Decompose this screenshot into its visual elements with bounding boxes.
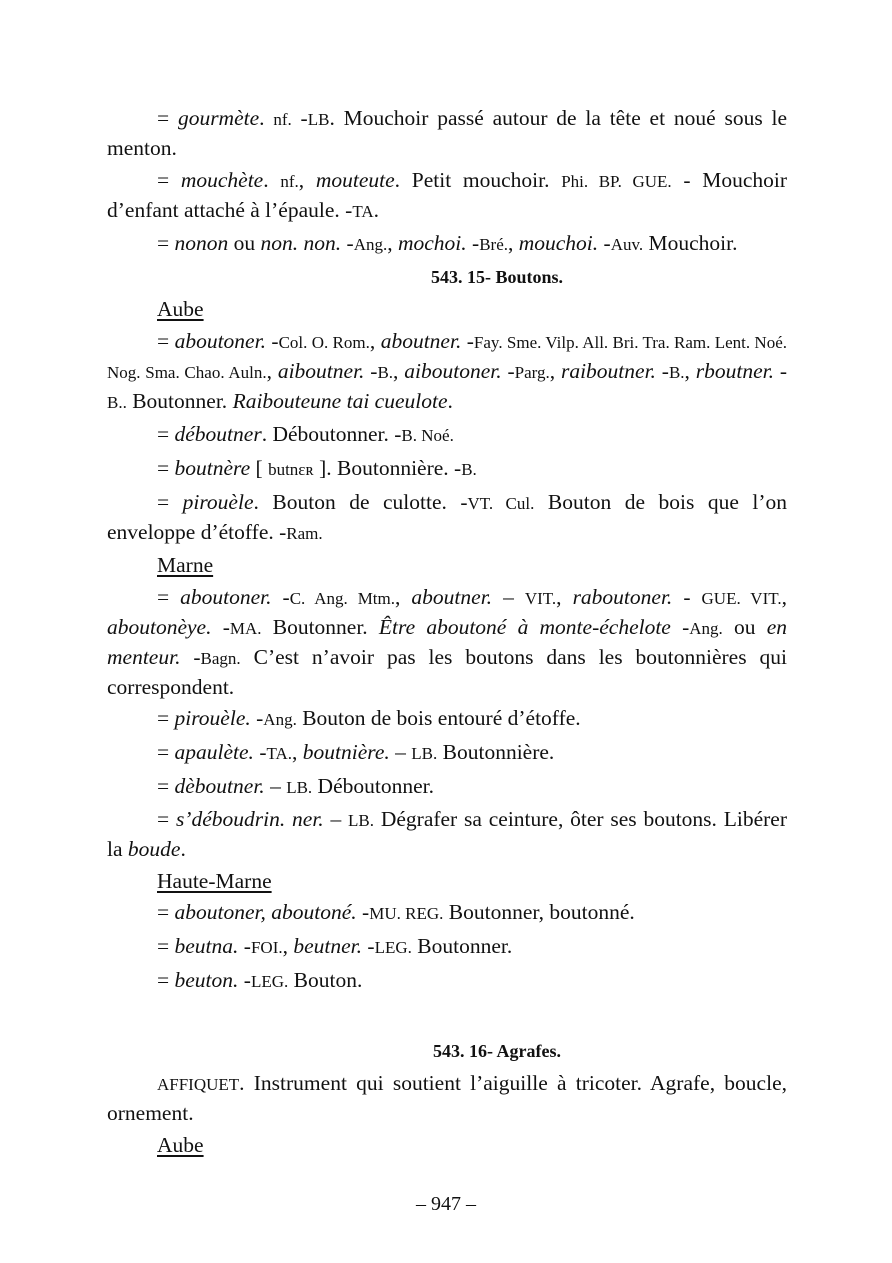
entry-aboutoner-marne: = aboutoner. -C. Ang. Mtm., aboutner. – VIT., raboutoner. - GUE. VIT., aboutonèye. -MA. Boutonner. Être aboutoné à monte-échelote -Ang. ou en menteur. -Bagn. C’est n’avoir pas les boutons dans les boutonnières qui correspondent.	[107, 584, 787, 699]
entry-deboutner: = déboutner. Déboutonner. -B. Noé.	[157, 422, 454, 447]
entry-deboutner-marne: = dèboutner. – LB. Déboutonner.	[157, 773, 434, 798]
entry-beuton: = beuton. -LEG. Bouton.	[157, 967, 363, 992]
document-body	[107, 104, 787, 1162]
entry-aboutoner-aube: = aboutoner. -Col. O. Rom., aboutner. -Fay. Sme. Vilp. All. Bri. Tra. Ram. Lent. Noé. Nog. Sma. Chao. Auln., aiboutner. -B., aiboutoner. -Parg., raiboutner. -B., rboutner. -B.. Boutonner. Raibouteune tai cueulote.	[107, 328, 788, 413]
entry-apaulete: = apaulète. -TA., boutnière. – LB. Boutonnière.	[157, 739, 555, 764]
region-aube: Aube	[157, 297, 204, 322]
section-heading-agrafes: 543. 16- Agrafes.	[433, 1041, 561, 1062]
page-number: – 947 –	[416, 1193, 476, 1215]
entry-gourmete: = gourmète. nf. -LB. Mouchoir passé autour de la tête et noué sous le menton.	[107, 106, 787, 160]
entry-aboutoner-haute-marne: = aboutoner, aboutoné. -MU. REG. Boutonner, boutonné.	[157, 900, 635, 925]
section-heading-boutons: 543. 15- Boutons.	[430, 267, 564, 288]
region-marne: Marne	[157, 553, 214, 578]
section-spacer	[107, 999, 787, 1033]
entry-pirouele-marne: = pirouèle. -Ang. Bouton de bois entouré d’étoffe.	[157, 706, 581, 731]
entry-boutnere: = boutnère [ butnɛʀ ]. Boutonnière. -B.	[157, 455, 477, 480]
entry-nonon: = nonon ou non. non. -Ang., mochoi. -Bré., mouchoi. -Auv. Mouchoir.	[157, 231, 738, 256]
entry-sdeboudrin: = s’déboudrin. ner. – LB. Dégrafer sa ceinture, ôter ses boutons. Libérer la boude.	[107, 807, 787, 862]
entry-affiquet: AFFIQUET. Instrument qui soutient l’aiguille à tricoter. Agrafe, boucle, ornement.	[107, 1071, 787, 1126]
entry-beutna: = beutna. -FOI., beutner. -LEG. Boutonner.	[157, 933, 513, 958]
region-aube-2: Aube	[157, 1132, 204, 1157]
region-haute-marne: Haute-Marne	[157, 868, 272, 893]
entry-pirouele-aube: = pirouèle. Bouton de culotte. -VT. Cul. Bouton de bois que l’on enveloppe d’étoffe. -Ram.	[107, 489, 787, 544]
entry-mouchete: = mouchète. nf., mouteute. Petit mouchoir. Phi. BP. GUE. - Mouchoir d’enfant attaché à l’épaule. -TA.	[107, 167, 788, 222]
